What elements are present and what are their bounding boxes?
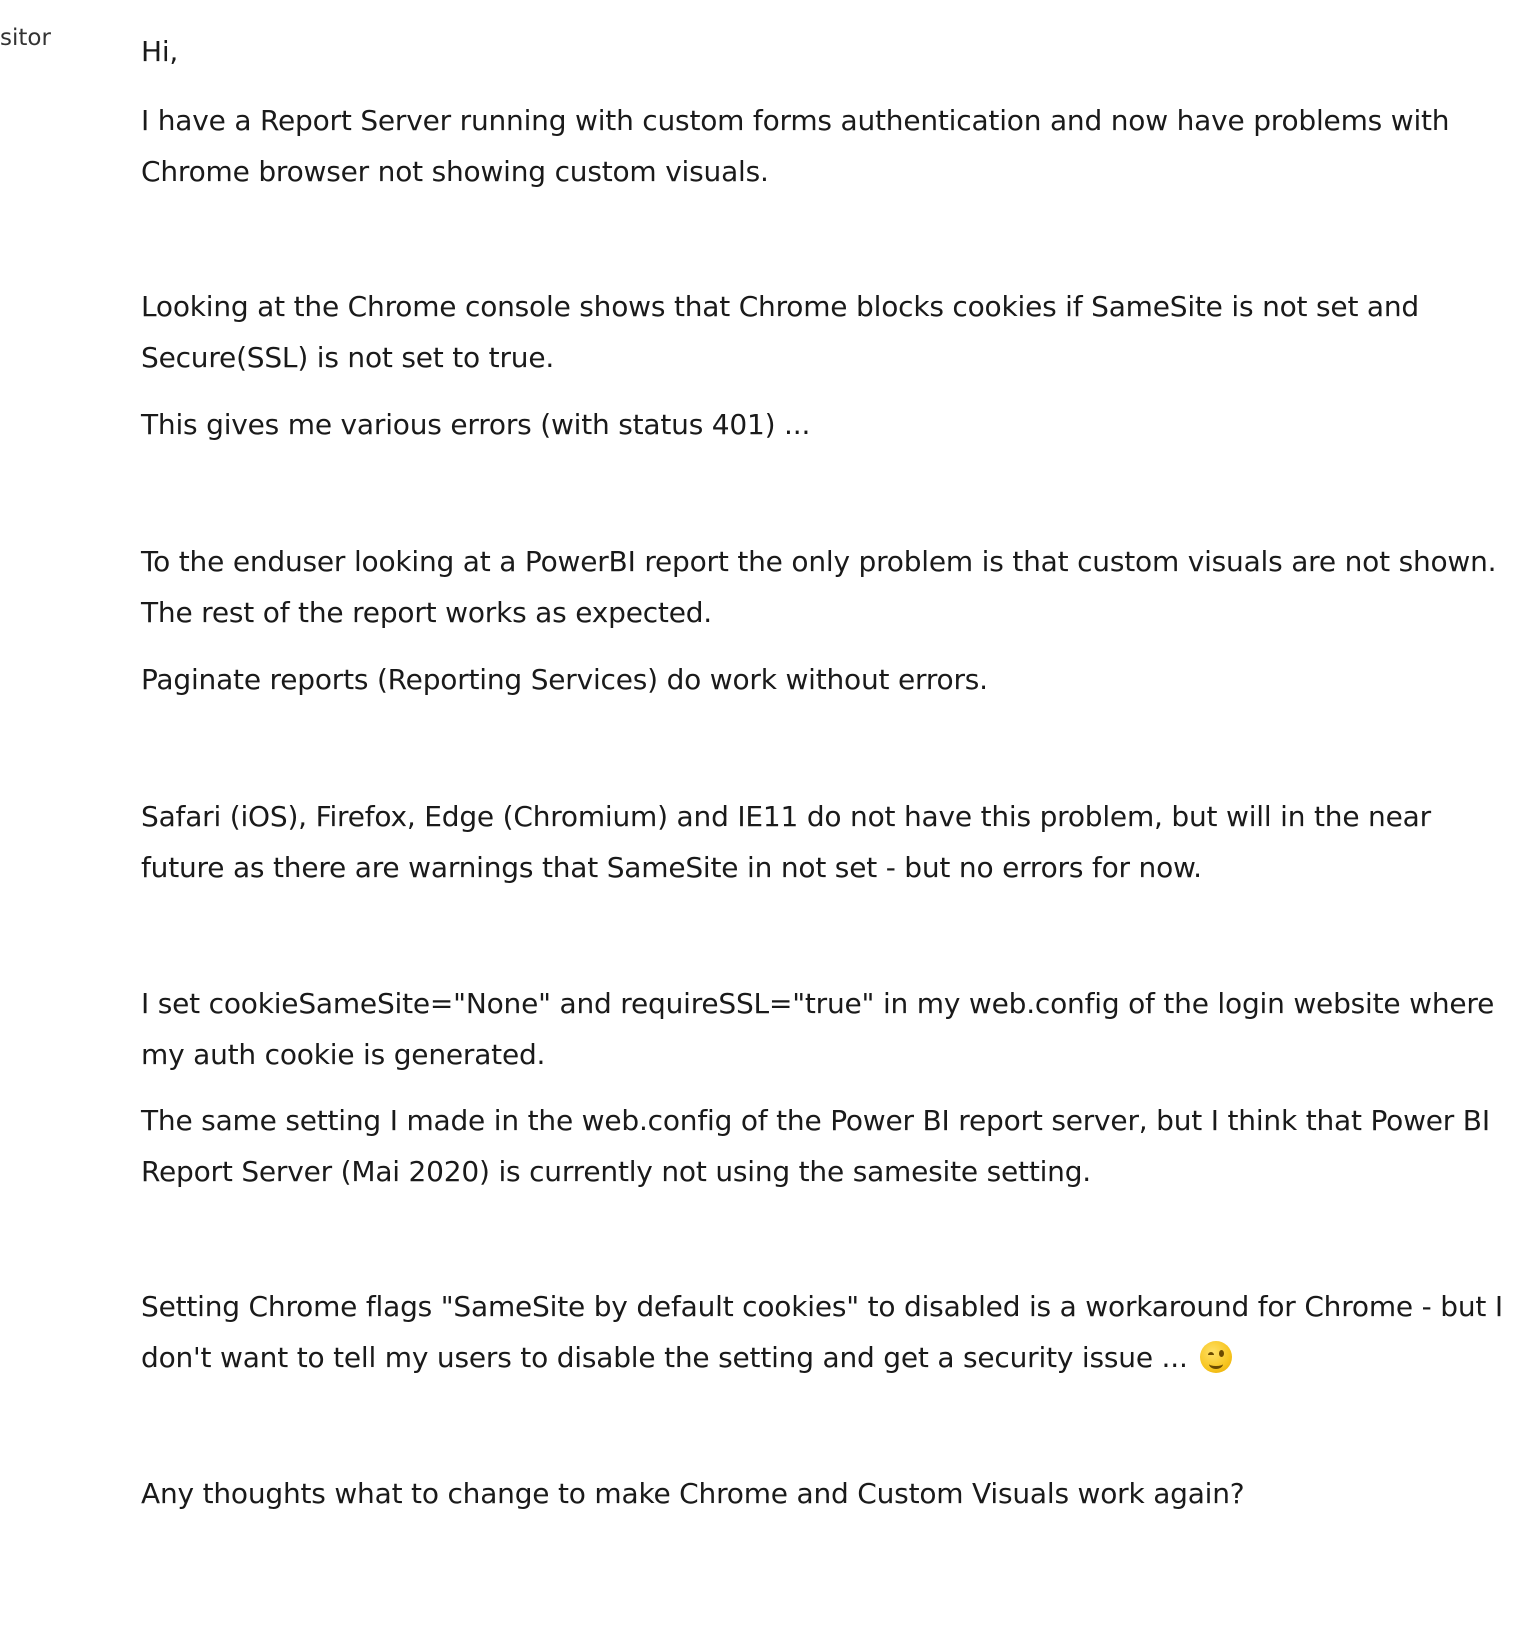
paragraph-workaround bbox=[141, 1281, 1521, 1383]
paragraph-problem: I have a Report Server running with custom forms authentication and now have problems with Chrome browser not showing custom visuals. bbox=[141, 104, 1450, 188]
paragraph-enduser: To the enduser looking at a PowerBI report the only problem is that custom visuals are not shown. The rest of the report works as expected. bbox=[141, 545, 1497, 629]
winking-face-icon bbox=[1200, 1341, 1232, 1373]
paragraph-question: Any thoughts what to change to make Chrome and Custom Visuals work again? bbox=[141, 1477, 1245, 1510]
paragraph-paginate: Paginate reports (Reporting Services) do work without errors. bbox=[141, 663, 988, 696]
paragraph-errors: This gives me various errors (with status 401) ... bbox=[141, 408, 811, 441]
paragraph-browsers: Safari (iOS), Firefox, Edge (Chromium) and IE11 do not have this problem, but will in the near future as there are warnings that SameSite in not set - but no errors for now. bbox=[141, 800, 1431, 884]
paragraph-workaround-text: Setting Chrome flags "SameSite by default cookies" to disabled is a workaround for Chrome - but I don't want to tell my users to disable the setting and get a security issue ... bbox=[141, 1290, 1503, 1374]
paragraph-console: Looking at the Chrome console shows that Chrome blocks cookies if SameSite is not set and Secure(SSL) is not set to true. bbox=[141, 290, 1420, 374]
author-rank-label: sitor bbox=[0, 25, 51, 51]
paragraph-greeting: Hi, bbox=[141, 35, 179, 68]
paragraph-report-server: The same setting I made in the web.config of the Power BI report server, but I think that Power BI Report Server (Mai 2020) is currently not using the samesite setting. bbox=[141, 1104, 1490, 1188]
paragraph-config: I set cookieSameSite="None" and requireSSL="true" in my web.config of the login website where my auth cookie is generated. bbox=[141, 987, 1495, 1071]
